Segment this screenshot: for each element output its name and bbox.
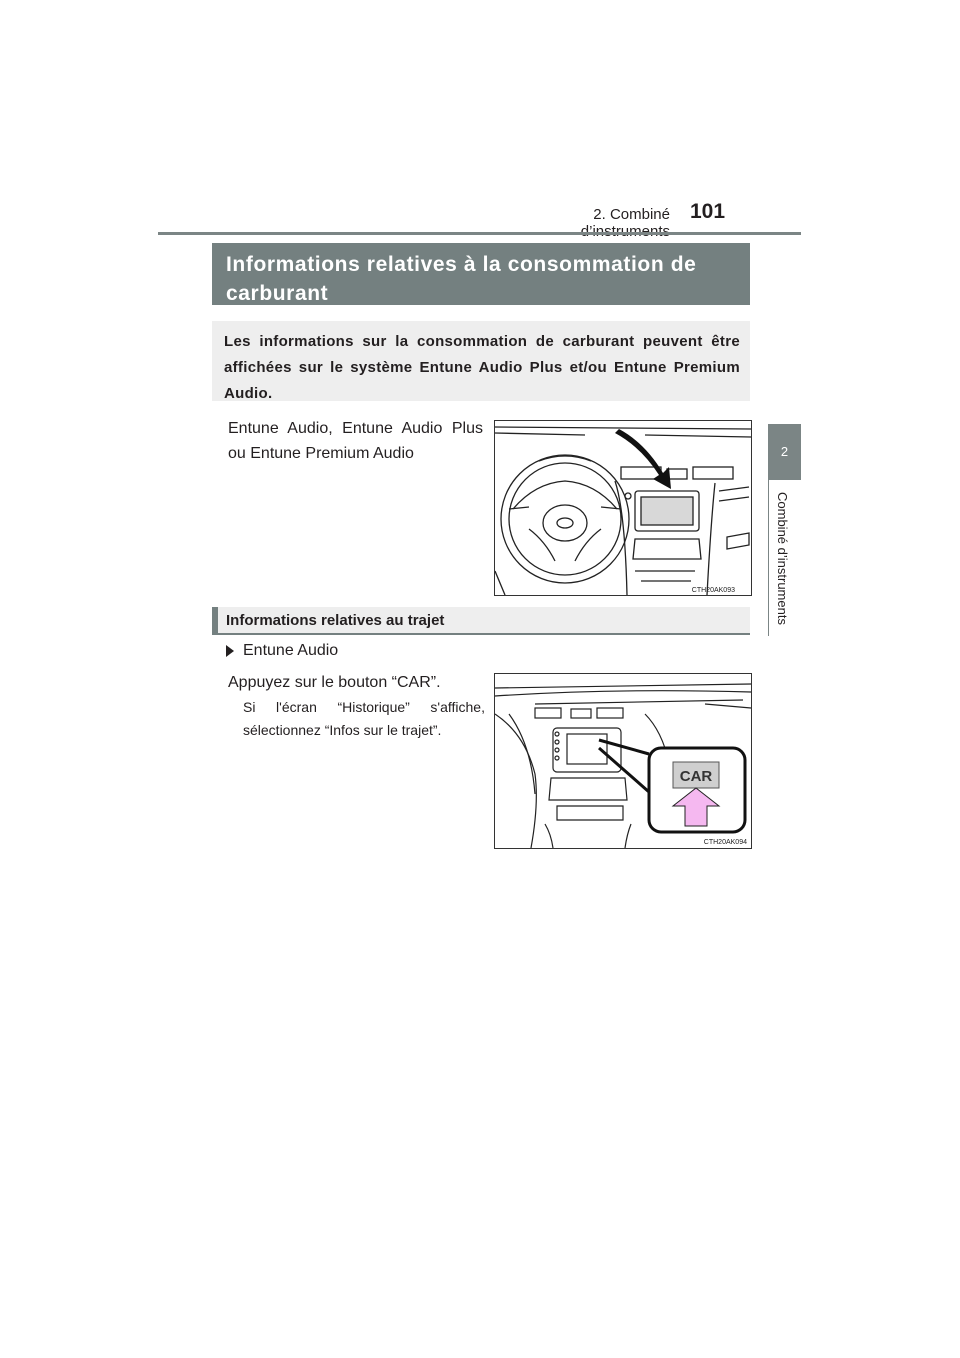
dashboard-figure [494, 420, 752, 596]
instruction-text: Appuyez sur le bouton “CAR”. [228, 674, 441, 691]
triangle-bullet-icon [226, 645, 234, 657]
page-number: 101 [690, 200, 726, 223]
car-button-figure [494, 673, 752, 849]
intro-box: Les informations sur la consommation de carburant peuvent être affichées sur le système Entune Audio Plus et/ou Entune Premium Audio. [212, 321, 750, 401]
section-title: Informations relatives à la consommation de carburant [212, 243, 750, 305]
note-text: Si l'écran “Historique” s'affiche, sélectionnez “Infos sur le trajet”. [243, 699, 485, 738]
subheading: Informations relatives au trajet [212, 607, 750, 635]
figure2-code: CTH20AK094 [703, 839, 747, 846]
subheading-rule [212, 633, 750, 635]
dashboard-illustration [495, 421, 751, 595]
console-illustration [495, 674, 751, 848]
systems-paragraph: Entune Audio, Entune Audio Plus ou Entune Premium Audio [228, 420, 483, 462]
header-rule [158, 232, 801, 235]
chapter-tab: 2 [768, 424, 801, 480]
figure1-code: CTH20AK093 [691, 587, 735, 594]
chapter-tab-label: Combiné d’instruments [775, 492, 790, 625]
running-header-section: 2. Combiné [593, 206, 670, 223]
bullet-text: Entune Audio [243, 642, 339, 659]
car-button-label: CAR [679, 768, 713, 785]
chapter-tab-rule [768, 480, 769, 636]
